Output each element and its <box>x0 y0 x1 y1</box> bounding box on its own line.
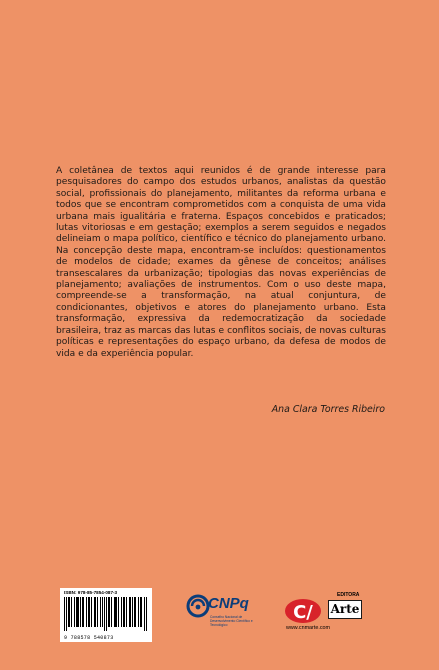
publisher-logo <box>284 592 374 642</box>
barcode-digits: 9 788578 540873 <box>64 635 114 641</box>
isbn-label: ISBN: 978-85-7854-087-3 <box>64 590 118 595</box>
barcode-icon <box>64 597 148 631</box>
cnpq-globe-icon <box>186 594 210 618</box>
cnpq-wordmark: CNPq <box>208 595 249 612</box>
publisher-label: EDITORA <box>337 592 360 598</box>
cnpq-subtitle: Conselho Nacional de Desenvolvimento Científico e Tecnológico <box>210 615 253 627</box>
publisher-logo-letters: C/ <box>293 602 313 623</box>
author-signature: Ana Clara Torres Ribeiro <box>271 404 385 415</box>
isbn-barcode <box>60 588 152 642</box>
publisher-website: www.cnmarte.com <box>286 625 331 631</box>
publisher-c-logo-icon <box>284 598 322 624</box>
cnpq-logo <box>186 594 262 634</box>
synopsis-text: A coletânea de textos aqui reunidos é de grande interesse para pesquisadores do campo dos estudos urbanos, analistas da questão social, profissionais do planejamento, militantes da reforma urbana e todos que se encontram comprometidos com a conquista de uma vida urbana mais igualitária e fraterna. Espaços concebidos e praticados; lutas vitoriosas e em gestação; exemplos a serem seguidos e negados delineiam o mapa político, científico e técnico do planejamento urbano. Na concepção deste mapa, encontram-se incluídos: questionamentos de modelos de cidade; exames da gênese de conceitos; análises transescalares da urbanização; tipologias das novas experiências de planejamento; avaliações de instrumentos. Com o uso deste mapa, compreende-se a transformação, na atual conjuntura, de condicionantes, objetivos e atores do planejamento urbano. Esta transformação, expressiva da redemocratização da sociedade brasileira, traz as marcas das lutas e conflitos sociais, de novas culturas políticas e representações do espaço urbano, da defesa de modos de vida e da experiência popular. <box>56 166 386 359</box>
publisher-name: Arte <box>328 600 362 619</box>
